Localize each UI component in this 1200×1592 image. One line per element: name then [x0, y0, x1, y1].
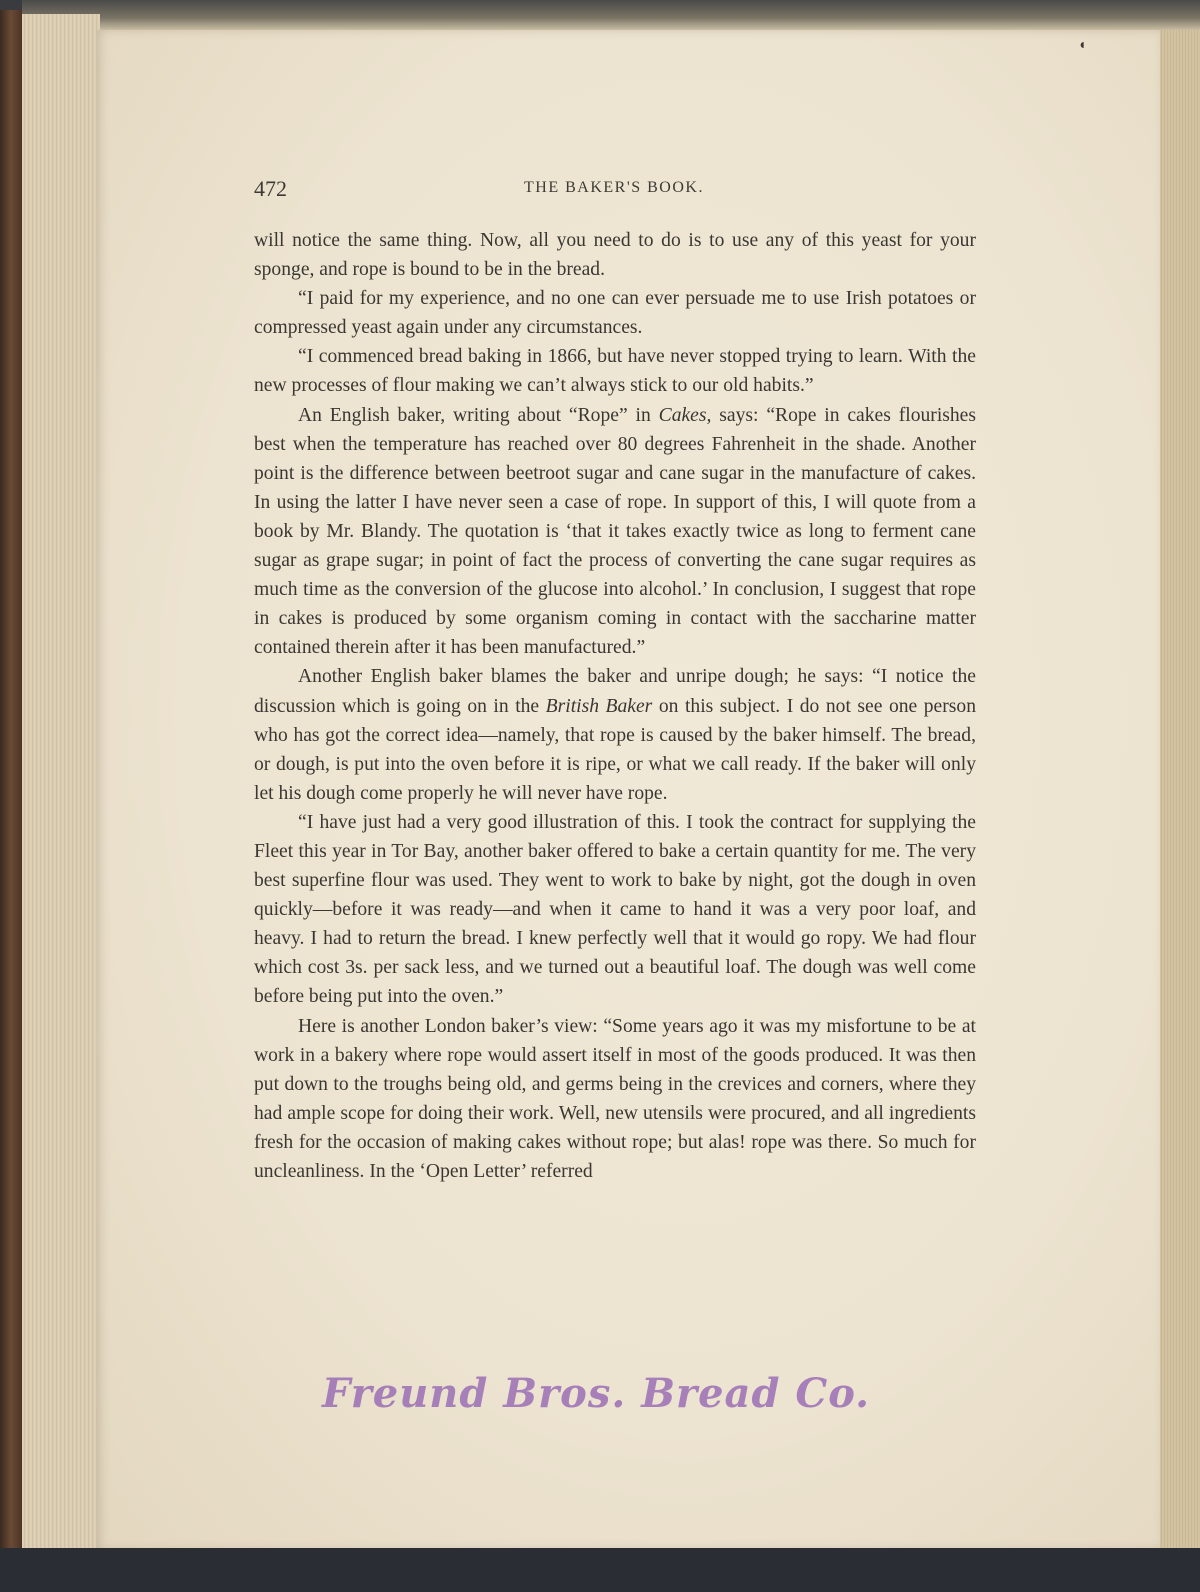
paragraph: “I paid for my experience, and no one can ever persuade me to use Irish potatoes or compressed yeast again under any circumstances.: [254, 288, 976, 339]
running-head: [254, 176, 974, 200]
body-text: [254, 226, 976, 1186]
ownership-stamp: Freund Bros. Bread Co.: [322, 1370, 871, 1417]
italic-title: Cakes,: [658, 404, 712, 426]
paragraph: An English baker, writing about “Rope” in Cakes, says: “Rope in cakes flourishes best when the temperature has reached over 80 degrees Fahrenheit in the shade. Another point is the difference between beetroot sugar and cane sugar in the manufacture of cakes. In using the latter I have never seen a case of rope. In support of this, I will quote from a book by Mr. Blandy. The quotation is ‘that it takes exactly twice as long to ferment cane sugar as grape sugar; in point of fact the process of converting the cane sugar requires as much time as the conversion of the glucose into alcohol.’ In conclusion, I suggest that rope in cakes is produced by some organism coming in contact with the saccharine matter contained therein after it has been manufactured.”: [254, 404, 977, 659]
page-number: 472: [254, 176, 287, 201]
paragraph: will notice the same thing. Now, all you need to do is to use any of this yeast for your sponge, and rope is bound to be in the bread.: [254, 230, 976, 281]
book-cover-left: [0, 10, 22, 1570]
book-bottom-edge: [0, 1548, 1200, 1592]
paragraph: Here is another London baker’s view: “Some years ago it was my misfortune to be at work in a bakery where rope would assert itself in most of the goods produced. It was then put down to the troughs being old, and germs being in the crevices and corners, where they had ample scope for doing their work. Well, new utensils were procured, and all ingredients fresh for the occasion of making cakes without rope; but alas! rope was there. So much for uncleanliness. In the ‘Open Letter’ referred: [254, 1015, 976, 1182]
book-top-edge: [22, 0, 1200, 30]
paragraph: “I have just had a very good illustration of this. I took the contract for supplying the Fleet this year in Tor Bay, another baker offered to bake a certain quantity for me. The very best superfine flour was used. They went to work to bake by night, got the dough in oven quickly—before it was ready—and when it came to hand it was a very poor loaf, and heavy. I had to return the bread. I knew perfectly well that it would go ropy. We had flour which cost 3s. per sack less, and we turned out a beautiful loaf. The dough was well come before being put into the oven.”: [254, 811, 976, 1008]
paragraph: Another English baker blames the baker and unripe dough; he says: “I notice the discussion which is going on in the British Baker on this subject. I do not see one person who has got the correct idea—namely, that rope is caused by the baker himself. The bread, or dough, is put into the oven before it is ripe, or what we call ready. If the baker will only let his dough come properly he will never have rope.: [254, 666, 977, 804]
page-edges-left: [22, 14, 100, 1554]
corner-mark-icon: ◖: [1078, 38, 1087, 53]
paragraph: “I commenced bread baking in 1866, but have never stopped trying to learn. With the new processes of flour making we can’t always stick to our old habits.”: [254, 346, 976, 397]
book-title: THE BAKER'S BOOK.: [524, 179, 704, 196]
italic-title: British Baker: [545, 695, 653, 717]
page-edges-right: [1160, 30, 1200, 1550]
